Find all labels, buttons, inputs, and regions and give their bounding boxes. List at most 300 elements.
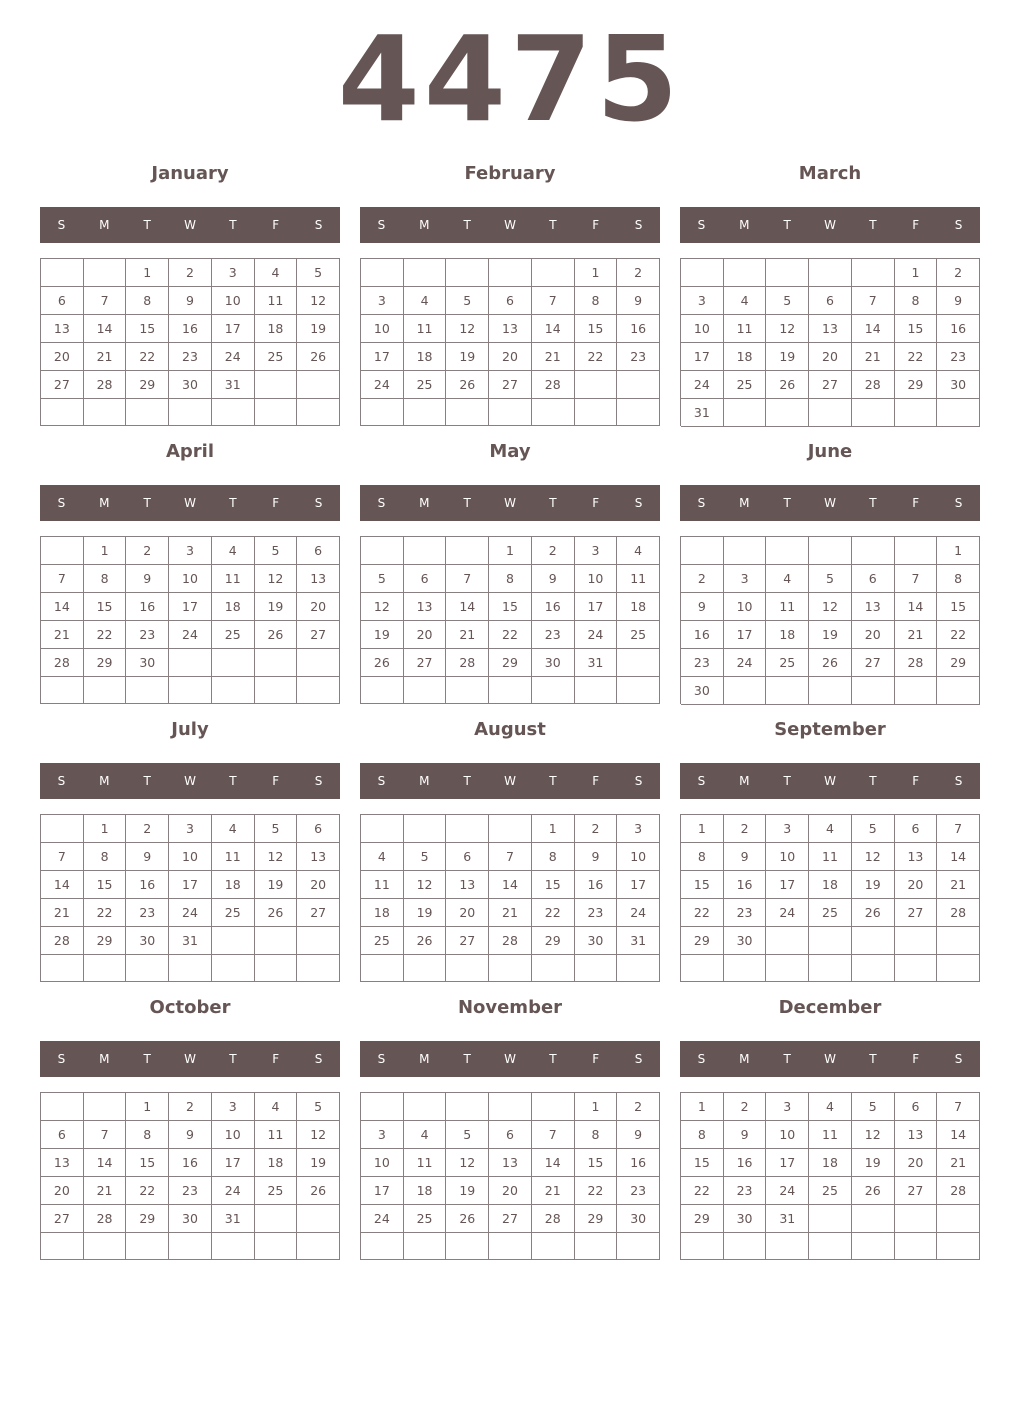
empty-day-cell [681,1233,724,1260]
day-cell: 18 [809,1149,852,1177]
day-cell: 22 [532,899,575,927]
day-cell: 3 [575,537,618,565]
weekday-header [360,485,660,521]
day-cell: 16 [169,315,212,343]
weekday-header [40,207,340,243]
empty-day-cell [446,399,489,426]
day-cell: 16 [169,1149,212,1177]
day-cell: 3 [766,1093,809,1121]
day-cell: 22 [937,621,980,649]
day-cell: 2 [532,537,575,565]
weekday-label: W [184,1052,196,1066]
empty-day-cell [41,1093,84,1121]
day-cell: 5 [297,1093,340,1121]
day-cell: 13 [41,1149,84,1177]
day-cell: 1 [126,1093,169,1121]
day-cell: 12 [852,843,895,871]
day-cell: 12 [852,1121,895,1149]
empty-day-cell [809,399,852,427]
weekday-label: F [272,218,280,232]
day-cell: 2 [169,1093,212,1121]
day-cell: 25 [255,343,298,371]
empty-day-cell [212,677,255,704]
empty-day-cell [84,955,127,982]
day-grid [680,1092,980,1260]
empty-day-cell [297,1233,340,1260]
day-cell: 15 [937,593,980,621]
empty-day-cell [766,955,809,982]
day-cell: 6 [297,815,340,843]
empty-day-cell [84,1233,127,1260]
day-cell: 24 [681,371,724,399]
weekday-header [360,763,660,799]
day-cell: 1 [489,537,532,565]
day-cell: 2 [724,815,767,843]
month-name: January [151,163,229,184]
day-cell: 7 [852,287,895,315]
weekday-label: M [99,218,110,232]
day-cell: 30 [681,677,724,705]
day-cell: 26 [404,927,447,955]
day-cell: 17 [361,1177,404,1205]
day-cell: 29 [681,927,724,955]
day-cell: 13 [446,871,489,899]
weekday-label: M [739,774,750,788]
day-cell: 27 [446,927,489,955]
empty-day-cell [361,399,404,426]
weekday-label: T [869,774,877,788]
weekday-label: F [592,774,600,788]
day-cell: 11 [212,843,255,871]
month-name: August [474,719,546,740]
day-grid [360,814,660,982]
weekday-label: S [954,218,963,232]
weekday-label: S [697,774,706,788]
empty-day-cell [895,927,938,955]
day-cell: 15 [84,871,127,899]
day-cell: 27 [41,1205,84,1233]
empty-day-cell [852,259,895,287]
day-cell: 1 [575,259,618,287]
day-cell: 28 [41,649,84,677]
day-cell: 13 [404,593,447,621]
empty-day-cell [489,399,532,426]
day-cell: 30 [724,1205,767,1233]
day-cell: 7 [41,565,84,593]
weekday-label: S [314,1052,323,1066]
day-cell: 10 [766,1121,809,1149]
weekday-label: W [184,774,196,788]
day-cell: 10 [617,843,660,871]
empty-day-cell [852,537,895,565]
day-cell: 5 [852,1093,895,1121]
day-cell: 13 [809,315,852,343]
weekday-label: S [314,218,323,232]
day-cell: 29 [84,649,127,677]
day-cell: 9 [126,565,169,593]
day-cell: 18 [766,621,809,649]
day-cell: 26 [446,371,489,399]
weekday-label: F [912,218,920,232]
day-cell: 3 [212,259,255,287]
day-cell: 31 [212,371,255,399]
day-cell: 5 [255,815,298,843]
day-cell: 18 [724,343,767,371]
day-cell: 13 [41,315,84,343]
weekday-label: T [869,1052,877,1066]
day-cell: 27 [895,899,938,927]
day-cell: 9 [617,1121,660,1149]
weekday-label: S [697,218,706,232]
day-cell: 20 [852,621,895,649]
day-cell: 22 [126,343,169,371]
day-cell: 10 [169,565,212,593]
day-cell: 22 [126,1177,169,1205]
empty-day-cell [489,259,532,287]
month-name: February [464,163,556,184]
empty-day-cell [937,1233,980,1260]
day-cell: 11 [724,315,767,343]
empty-day-cell [212,955,255,982]
day-cell: 15 [126,315,169,343]
day-cell: 28 [489,927,532,955]
day-cell: 17 [724,621,767,649]
day-cell: 20 [809,343,852,371]
empty-day-cell [575,371,618,399]
empty-day-cell [532,955,575,982]
day-cell: 25 [809,1177,852,1205]
empty-day-cell [41,537,84,565]
weekday-label: S [57,1052,66,1066]
empty-day-cell [404,259,447,287]
empty-day-cell [297,399,340,426]
day-cell: 4 [212,815,255,843]
day-cell: 24 [212,1177,255,1205]
day-cell: 4 [724,287,767,315]
empty-day-cell [937,927,980,955]
day-cell: 6 [895,815,938,843]
empty-day-cell [255,371,298,399]
day-cell: 7 [84,287,127,315]
day-cell: 19 [297,315,340,343]
empty-day-cell [361,815,404,843]
empty-day-cell [681,537,724,565]
day-cell: 8 [575,287,618,315]
day-cell: 6 [41,1121,84,1149]
weekday-label: F [272,496,280,510]
weekday-label: T [869,218,877,232]
day-cell: 2 [617,259,660,287]
day-cell: 26 [852,899,895,927]
day-cell: 26 [361,649,404,677]
empty-day-cell [41,1233,84,1260]
day-cell: 15 [126,1149,169,1177]
weekday-label: T [783,496,791,510]
day-cell: 14 [852,315,895,343]
day-cell: 10 [212,287,255,315]
day-cell: 4 [404,1121,447,1149]
day-cell: 8 [681,843,724,871]
day-cell: 19 [361,621,404,649]
day-cell: 1 [84,537,127,565]
day-cell: 16 [126,871,169,899]
empty-day-cell [126,399,169,426]
weekday-label: T [783,218,791,232]
weekday-label: S [57,774,66,788]
day-cell: 28 [895,649,938,677]
empty-day-cell [297,927,340,955]
day-cell: 2 [169,259,212,287]
empty-day-cell [724,259,767,287]
day-cell: 8 [681,1121,724,1149]
day-cell: 2 [617,1093,660,1121]
day-cell: 20 [446,899,489,927]
month-name: December [778,997,882,1018]
day-cell: 30 [532,649,575,677]
weekday-label: S [377,218,386,232]
day-cell: 4 [809,815,852,843]
day-cell: 11 [809,843,852,871]
day-cell: 7 [84,1121,127,1149]
day-cell: 24 [766,1177,809,1205]
empty-day-cell [766,537,809,565]
empty-day-cell [41,955,84,982]
empty-day-cell [404,815,447,843]
day-cell: 22 [895,343,938,371]
day-cell: 12 [255,843,298,871]
day-cell: 9 [169,287,212,315]
day-cell: 26 [852,1177,895,1205]
weekday-label: M [739,1052,750,1066]
day-cell: 2 [937,259,980,287]
day-cell: 19 [404,899,447,927]
day-grid [40,536,340,704]
day-cell: 8 [126,287,169,315]
day-cell: 12 [361,593,404,621]
day-cell: 21 [41,899,84,927]
day-cell: 15 [895,315,938,343]
day-cell: 7 [446,565,489,593]
day-cell: 30 [575,927,618,955]
day-cell: 19 [446,343,489,371]
day-cell: 19 [255,593,298,621]
day-cell: 8 [489,565,532,593]
empty-day-cell [446,259,489,287]
empty-day-cell [766,399,809,427]
empty-day-cell [212,1233,255,1260]
day-cell: 9 [724,1121,767,1149]
day-cell: 21 [84,1177,127,1205]
day-cell: 12 [255,565,298,593]
day-cell: 29 [895,371,938,399]
day-cell: 20 [404,621,447,649]
day-cell: 13 [297,843,340,871]
empty-day-cell [41,815,84,843]
day-cell: 3 [766,815,809,843]
empty-day-cell [532,1093,575,1121]
day-cell: 10 [681,315,724,343]
empty-day-cell [681,259,724,287]
day-cell: 15 [489,593,532,621]
day-cell: 25 [212,621,255,649]
empty-day-cell [575,955,618,982]
weekday-label: S [57,218,66,232]
empty-day-cell [617,649,660,677]
day-cell: 7 [41,843,84,871]
day-cell: 31 [617,927,660,955]
empty-day-cell [895,399,938,427]
day-cell: 27 [489,1205,532,1233]
day-cell: 21 [895,621,938,649]
day-cell: 1 [575,1093,618,1121]
day-cell: 6 [809,287,852,315]
day-cell: 11 [255,287,298,315]
empty-day-cell [446,815,489,843]
day-cell: 17 [169,871,212,899]
empty-day-cell [617,955,660,982]
empty-day-cell [169,1233,212,1260]
day-cell: 13 [489,1149,532,1177]
day-cell: 18 [212,593,255,621]
empty-day-cell [255,1205,298,1233]
day-cell: 23 [724,899,767,927]
empty-day-cell [937,399,980,427]
weekday-label: M [419,218,430,232]
day-cell: 16 [617,1149,660,1177]
month-name: May [489,441,531,462]
day-cell: 12 [404,871,447,899]
empty-day-cell [446,955,489,982]
day-cell: 31 [575,649,618,677]
empty-day-cell [895,677,938,705]
day-cell: 28 [84,371,127,399]
empty-day-cell [41,677,84,704]
empty-day-cell [617,399,660,426]
weekday-label: S [314,496,323,510]
day-cell: 30 [169,371,212,399]
day-cell: 20 [297,871,340,899]
day-cell: 18 [255,315,298,343]
empty-day-cell [212,399,255,426]
empty-day-cell [84,399,127,426]
empty-day-cell [937,955,980,982]
weekday-label: T [143,1052,151,1066]
weekday-label: T [549,1052,557,1066]
empty-day-cell [84,1093,127,1121]
day-cell: 21 [852,343,895,371]
day-cell: 16 [681,621,724,649]
month-name: April [165,441,215,462]
day-cell: 26 [255,899,298,927]
day-cell: 28 [937,1177,980,1205]
weekday-label: T [783,774,791,788]
empty-day-cell [809,1233,852,1260]
day-cell: 31 [169,927,212,955]
day-cell: 25 [809,899,852,927]
day-cell: 6 [404,565,447,593]
empty-day-cell [617,677,660,704]
weekday-label: T [229,774,237,788]
day-cell: 27 [297,899,340,927]
empty-day-cell [575,399,618,426]
day-cell: 22 [681,1177,724,1205]
weekday-label: T [229,1052,237,1066]
day-cell: 15 [575,315,618,343]
day-cell: 1 [937,537,980,565]
day-cell: 11 [404,1149,447,1177]
day-cell: 16 [532,593,575,621]
day-cell: 30 [617,1205,660,1233]
empty-day-cell [404,537,447,565]
day-cell: 24 [169,899,212,927]
day-cell: 23 [681,649,724,677]
empty-day-cell [852,1233,895,1260]
day-cell: 2 [126,815,169,843]
day-grid [680,814,980,982]
empty-day-cell [126,1233,169,1260]
empty-day-cell [724,1233,767,1260]
day-cell: 16 [617,315,660,343]
month-name: July [171,719,209,740]
day-cell: 11 [617,565,660,593]
weekday-label: F [592,496,600,510]
day-cell: 23 [617,1177,660,1205]
day-cell: 26 [297,343,340,371]
weekday-header [360,207,660,243]
empty-day-cell [404,1233,447,1260]
day-cell: 9 [937,287,980,315]
day-cell: 21 [446,621,489,649]
day-cell: 10 [212,1121,255,1149]
day-cell: 27 [297,621,340,649]
day-cell: 14 [84,1149,127,1177]
day-cell: 13 [852,593,895,621]
weekday-label: T [549,218,557,232]
empty-day-cell [361,1233,404,1260]
day-cell: 4 [766,565,809,593]
day-cell: 19 [255,871,298,899]
day-cell: 2 [575,815,618,843]
day-cell: 23 [937,343,980,371]
day-cell: 20 [41,1177,84,1205]
day-cell: 13 [895,843,938,871]
weekday-label: W [824,496,836,510]
day-cell: 3 [361,287,404,315]
empty-day-cell [489,677,532,704]
day-cell: 14 [895,593,938,621]
day-cell: 7 [895,565,938,593]
weekday-label: T [549,496,557,510]
day-cell: 20 [895,1149,938,1177]
weekday-header [360,1041,660,1077]
day-cell: 22 [575,1177,618,1205]
day-cell: 14 [41,871,84,899]
weekday-label: W [184,218,196,232]
empty-day-cell [809,927,852,955]
day-cell: 1 [681,1093,724,1121]
day-cell: 30 [937,371,980,399]
month-name: November [457,997,563,1018]
weekday-header [40,1041,340,1077]
empty-day-cell [255,927,298,955]
day-cell: 23 [617,343,660,371]
day-cell: 25 [404,371,447,399]
day-cell: 28 [532,371,575,399]
empty-day-cell [809,955,852,982]
day-grid [40,258,340,426]
day-grid [40,1092,340,1260]
empty-day-cell [937,1205,980,1233]
